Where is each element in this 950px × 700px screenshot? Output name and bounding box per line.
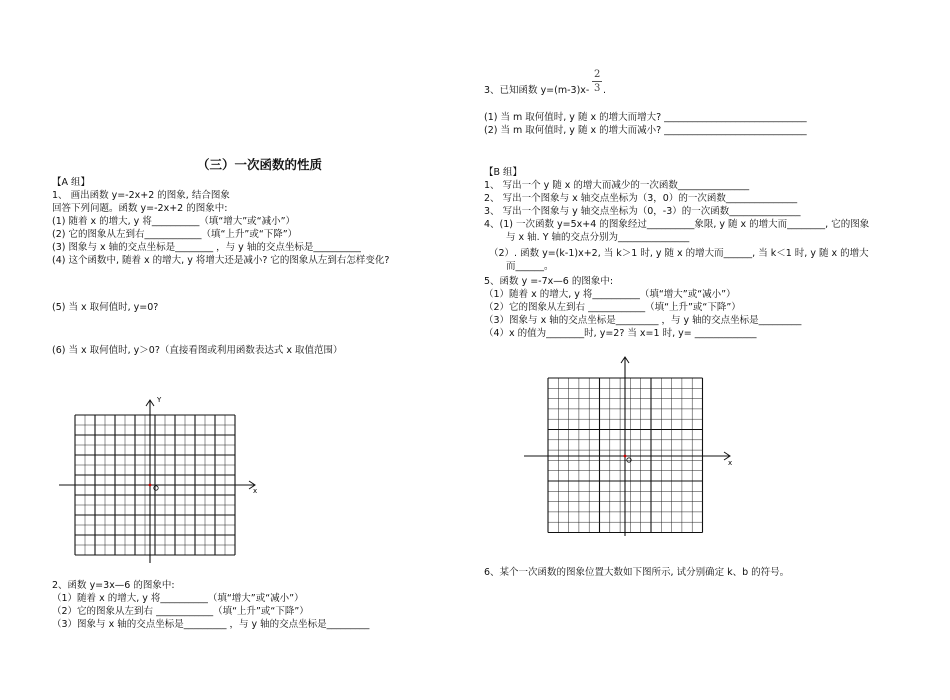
grid-a-x-label: x	[253, 487, 258, 495]
q3-part2: (2) 当 m 取何值时, y 随 x 的增大而减小? ______________________________	[484, 125, 807, 136]
b-q1: 1、 写出一个 y 随 x 的增大而减少的一次函数_______________	[484, 180, 750, 191]
fraction-numerator: 2	[594, 69, 601, 80]
a-q2-3: （3）图象与 x 轴的交点坐标是_________ ，与 y 轴的交点坐标是_________	[52, 619, 370, 630]
section-title: （三）一次函数的性质	[197, 157, 323, 172]
b-q3-prefix: 3、已知函数 y=(m-3)x-	[484, 85, 590, 96]
b-q4-2a: （2）. 函数 y=(k-1)x+2, 当 k＞1 时, y 随 x 的增大而______, 当 k＜1 时, y 随 x 的增大	[489, 248, 869, 259]
grid-b-x-label: x	[728, 459, 733, 467]
q3-part1: (1) 当 m 取何值时, y 随 x 的增大而增大? ______________________________	[484, 112, 807, 123]
a-q2-1: （1）随着 x 的增大, y 将__________（填“增大”或“减小”）	[52, 593, 304, 604]
group-b-header: 【B 组】	[484, 167, 523, 178]
a-q2-2: （2）它的图象从左到右 ____________（填“上升”或“下降”）	[52, 606, 309, 617]
b-q4-2b: 而______。	[506, 261, 554, 272]
b-q5-intro: 5、函数 y =-7x—6 的图象中:	[484, 276, 614, 287]
a-q1-6: (6) 当 x 取何值时, y＞0?（直接看图或利用函数表达式 x 取值范围）	[52, 345, 343, 356]
coordinate-grid-b	[520, 354, 740, 536]
a-q1-5: (5) 当 x 取何值时, y=0?	[52, 302, 159, 313]
a-q1-2: (2) 它的图象从左到右____________（填“上升”或“下降”）	[52, 229, 298, 240]
a-q1-4: (4) 这个函数中, 随着 x 的增大, y 将增大还是减小? 它的图象从左到右怎样变化?	[52, 255, 390, 266]
a-q1-1: (1) 随着 x 的增大, y 将__________（填“增大”或“减小”）	[52, 216, 296, 227]
b-q3: 3、 写出一个图象与 y 轴交点坐标为（0，-3）的一次函数_______________	[484, 206, 801, 217]
a-q1-intro: 1、 画出函数 y=-2x+2 的图象, 结合图象	[52, 190, 230, 201]
fraction-denominator: 3	[594, 83, 601, 94]
b-q2: 2、 写出一个图象与 x 轴交点坐标为（3，0）的一次函数_______________	[484, 193, 798, 204]
grid-a-y-label: Y	[157, 396, 162, 404]
b-q4-1b: 与 x 轴. Y 轴的交点分别为_______________	[506, 232, 690, 243]
b-q5-2: （2）它的图象从左到右 ____________（填“上升”或“下降”）	[484, 302, 741, 313]
fraction-bar	[592, 81, 602, 82]
group-a-header: 【A 组】	[52, 177, 91, 188]
b-q4-1a: 4、(1) 一次函数 y=5x+4 的图象经过__________象限, y 随 x 的增大而________, 它的图象	[484, 219, 870, 230]
a-q1-3: (3) 图象与 x 轴的交点坐标是________ ，与 y 轴的交点坐标是__________	[52, 242, 361, 253]
b-q5-3: （3）图象与 x 轴的交点坐标是_________ ，与 y 轴的交点坐标是_________	[484, 315, 802, 326]
a-q2-intro: 2、函数 y=3x—6 的图象中:	[52, 580, 175, 591]
b-q5-4: （4）x 的值为________时, y=2? 当 x=1 时, y= _____________	[484, 328, 757, 339]
b-q3-suffix: .	[603, 85, 607, 96]
b-q6: 6、某个一次函数的图象位置大数如下图所示, 试分别确定 k、b 的符号。	[484, 567, 790, 578]
a-q1-intro2: 回答下列问题。函数 y=-2x+2 的图象中:	[52, 203, 228, 214]
b-q5-1: （1）随着 x 的增大, y 将__________（填“增大”或“减小”）	[484, 289, 736, 300]
coordinate-grid-a	[55, 393, 265, 563]
